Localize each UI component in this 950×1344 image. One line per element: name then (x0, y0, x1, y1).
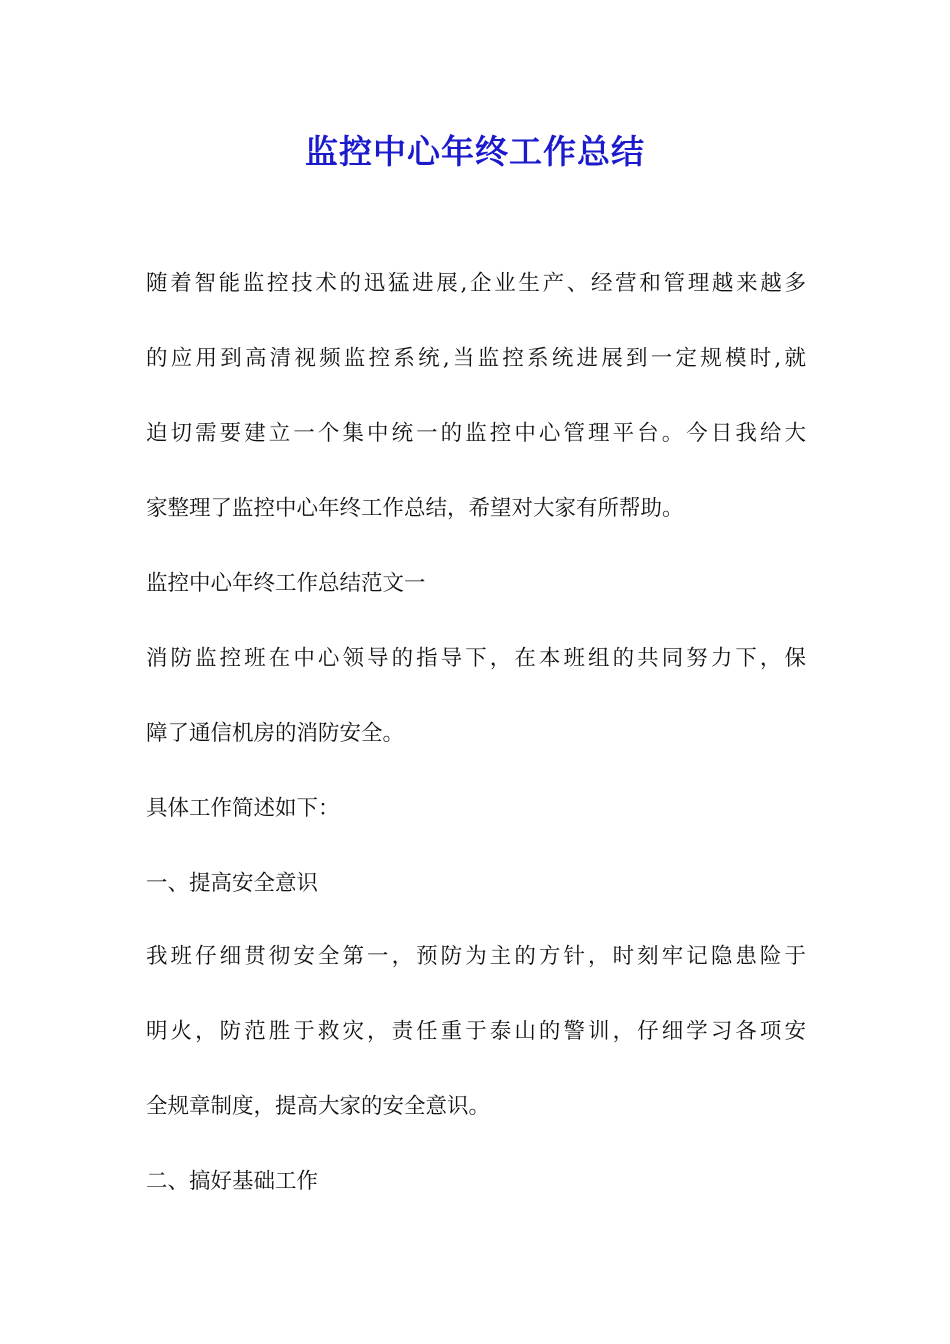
paragraph-line: 我班仔细贯彻安全第一，预防为主的方针，时刻牢记隐患险于 (146, 944, 806, 969)
document-title: 监控中心年终工作总结 (305, 132, 645, 171)
section-heading: 一、提高安全意识 (146, 871, 319, 896)
paragraph-line: 全规章制度，提高大家的安全意识。 (146, 1094, 491, 1119)
paragraph-line: 家整理了监控中心年终工作总结，希望对大家有所帮助。 (146, 496, 684, 521)
paragraph-line: 迫切需要建立一个集中统一的监控中心管理平台。今日我给大 (146, 421, 806, 446)
paragraph-line: 的应用到高清视频监控系统,当监控系统进展到一定规模时,就 (146, 346, 806, 371)
paragraph-line: 明火，防范胜于救灾，责任重于泰山的警训，仔细学习各项安 (146, 1019, 806, 1044)
section-heading: 二、搞好基础工作 (146, 1169, 319, 1194)
section-heading: 监控中心年终工作总结范文一 (146, 571, 426, 596)
paragraph-line: 具体工作简述如下： (146, 796, 340, 821)
paragraph-line: 障了通信机房的消防安全。 (146, 721, 405, 746)
paragraph-line: 消防监控班在中心领导的指导下，在本班组的共同努力下，保 (146, 646, 806, 671)
paragraph-line: 随着智能监控技术的迅猛进展,企业生产、经营和管理越来越多 (146, 271, 806, 296)
